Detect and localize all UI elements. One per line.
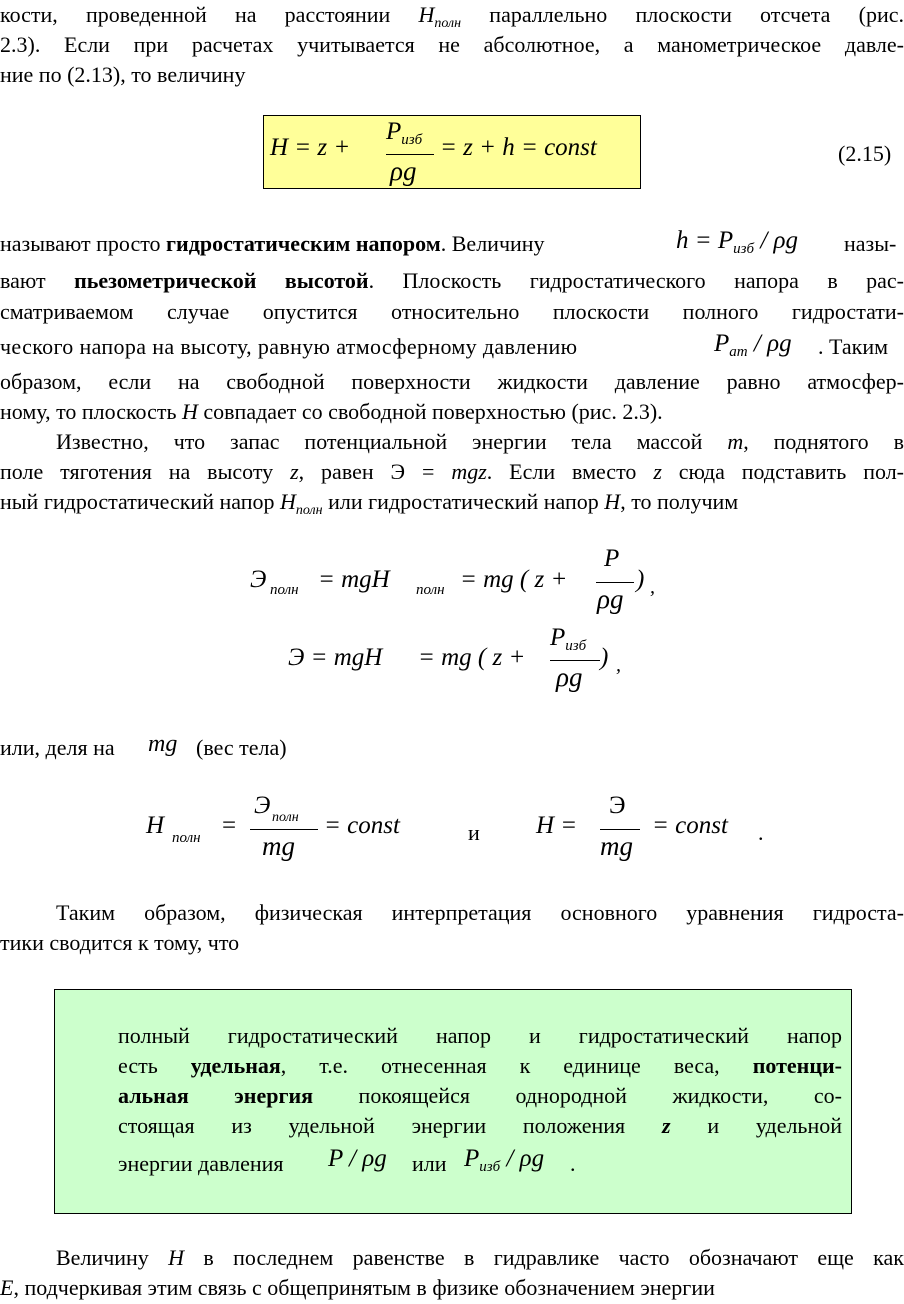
text-line: образом, если на свободной поверхности жидкости давление равно атмосфер-: [0, 369, 904, 394]
text-line: поле тяготения на высоту z, равен Э = mgz. Если вместо z сюда подставить пол-: [0, 459, 904, 484]
box-line: энергии давления P / ρg или $P_{изб}$ / ρg .: [118, 1145, 576, 1176]
text-line: или, деля на mg (вес тела): [0, 731, 287, 760]
text-line: кости, проведенной на расстоянии $H_{полн}$ параллельно плоскости отсчета (рис.: [0, 2, 904, 31]
text-line: Величину H в последнем равенстве в гидравлике часто обозначают еще как: [56, 1245, 904, 1270]
text-line: Таким образом, физическая интерпретация основного уравнения гидроста-: [56, 900, 904, 925]
text-line: Известно, что запас потенциальной энергии тела массой m, поднятого в: [56, 429, 904, 454]
eq-lhs: H = z +: [270, 134, 351, 161]
definition-box: [54, 989, 852, 1214]
box-line: стоящая из удельной энергии положения z и удельной: [118, 1113, 843, 1138]
document-page: кости, проведенной на расстоянии $H_{полн}$ параллельно плоскости отсчета (рис. 2.3). Если при расчетах учитывается не абсолютное, а манометрическое давле- ние по (2.13), то величину H = z + $P_{изб}$ ρg = z + h = const (2.15) называют просто гидростатическим напором. Величину $h = P_{изб} / \rho g$ назы- вают пьезометрической высотой. Плоскость гидростатического напора в рас- сматриваемом случае опустится относительно плоскости полного гидростати- ческого напора на высоту, равную атмосферному давлению $P_{ат}$ / ρg . Таким образом, если на свободной поверхности жидкости давление равно атмосфер- ному, то плоскость H совпадает со свободной поверхностью (рис. 2.3). Известно, что запас потенциальной энергии тела массой m, поднятого в поле тяготения на высоту z, равен Э = mgz. Если вместо z сюда подставить пол- ный гидростатический напор $H_{полн}$ или гидростатический напор H, то получим Э полн = mgH полн = mg ( z + P ρg ) , Э = mgH = mg ( z + $P_{изб}$ ρg ) , или, деля на mg (вес тела) H полн = Э полн mg = const и H = Э mg = const . Таким образом, физическая интерпретация основного уравнения гидроста- тики сводится к тому, что полный гидростатический напор и гидростатический напор есть удельная, т.е. отнесенная к единице веса, потенци- альная энергия покоящейся однородной жидкости, со- стоящая из удельной энергии положения z и удельной энергии давления P / ρg или $P_{изб}$ / ρg . Величину H в последнем равенстве в гидравлике часто обозначают еще как E, подчеркивая этим связь с общепринятым в физике обозначением энергии: [0, 0, 904, 1304]
text-line: тики сводится к тому, что: [0, 930, 240, 955]
text-line: сматриваемом случае опустится относительно плоскости полного гидростати-: [0, 299, 904, 324]
text-line: называют просто гидростатическим напором. Величину $h = P_{изб} / \rho g$ назы-: [0, 227, 897, 257]
box-line: альная энергия покоящейся однородной жидкости, со-: [118, 1083, 842, 1108]
text-line: ному, то плоскость H совпадает со свободной поверхностью (рис. 2.3).: [0, 399, 663, 424]
text-line: 2.3). Если при расчетах учитывается не абсолютное, а манометрическое давле-: [0, 32, 904, 57]
text-line: ный гидростатический напор $H_{полн}$ или гидростатический напор H, то получим: [0, 489, 739, 518]
text-line: ние по (2.13), то величину: [0, 62, 246, 87]
text-line: вают пьезометрической высотой. Плоскость гидростатического напора в рас-: [0, 268, 904, 293]
text-line: E, подчеркивая этим связь с общепринятым в физике обозначением энергии: [0, 1275, 715, 1300]
box-line: полный гидростатический напор и гидростатический напор: [118, 1023, 842, 1048]
eq-rhs: = z + h = const: [440, 134, 597, 161]
text-line: ческого напора на высоту, равную атмосферному давлению $P_{ат}$ / ρg . Таким: [0, 330, 889, 360]
equation-number: (2.15): [838, 141, 892, 166]
equation-box-2-15: [263, 115, 641, 189]
box-line: есть удельная, т.е. отнесенная к единице веса, потенци-: [118, 1053, 842, 1078]
eq-fraction: $P_{изб}$ ρg: [386, 118, 434, 188]
